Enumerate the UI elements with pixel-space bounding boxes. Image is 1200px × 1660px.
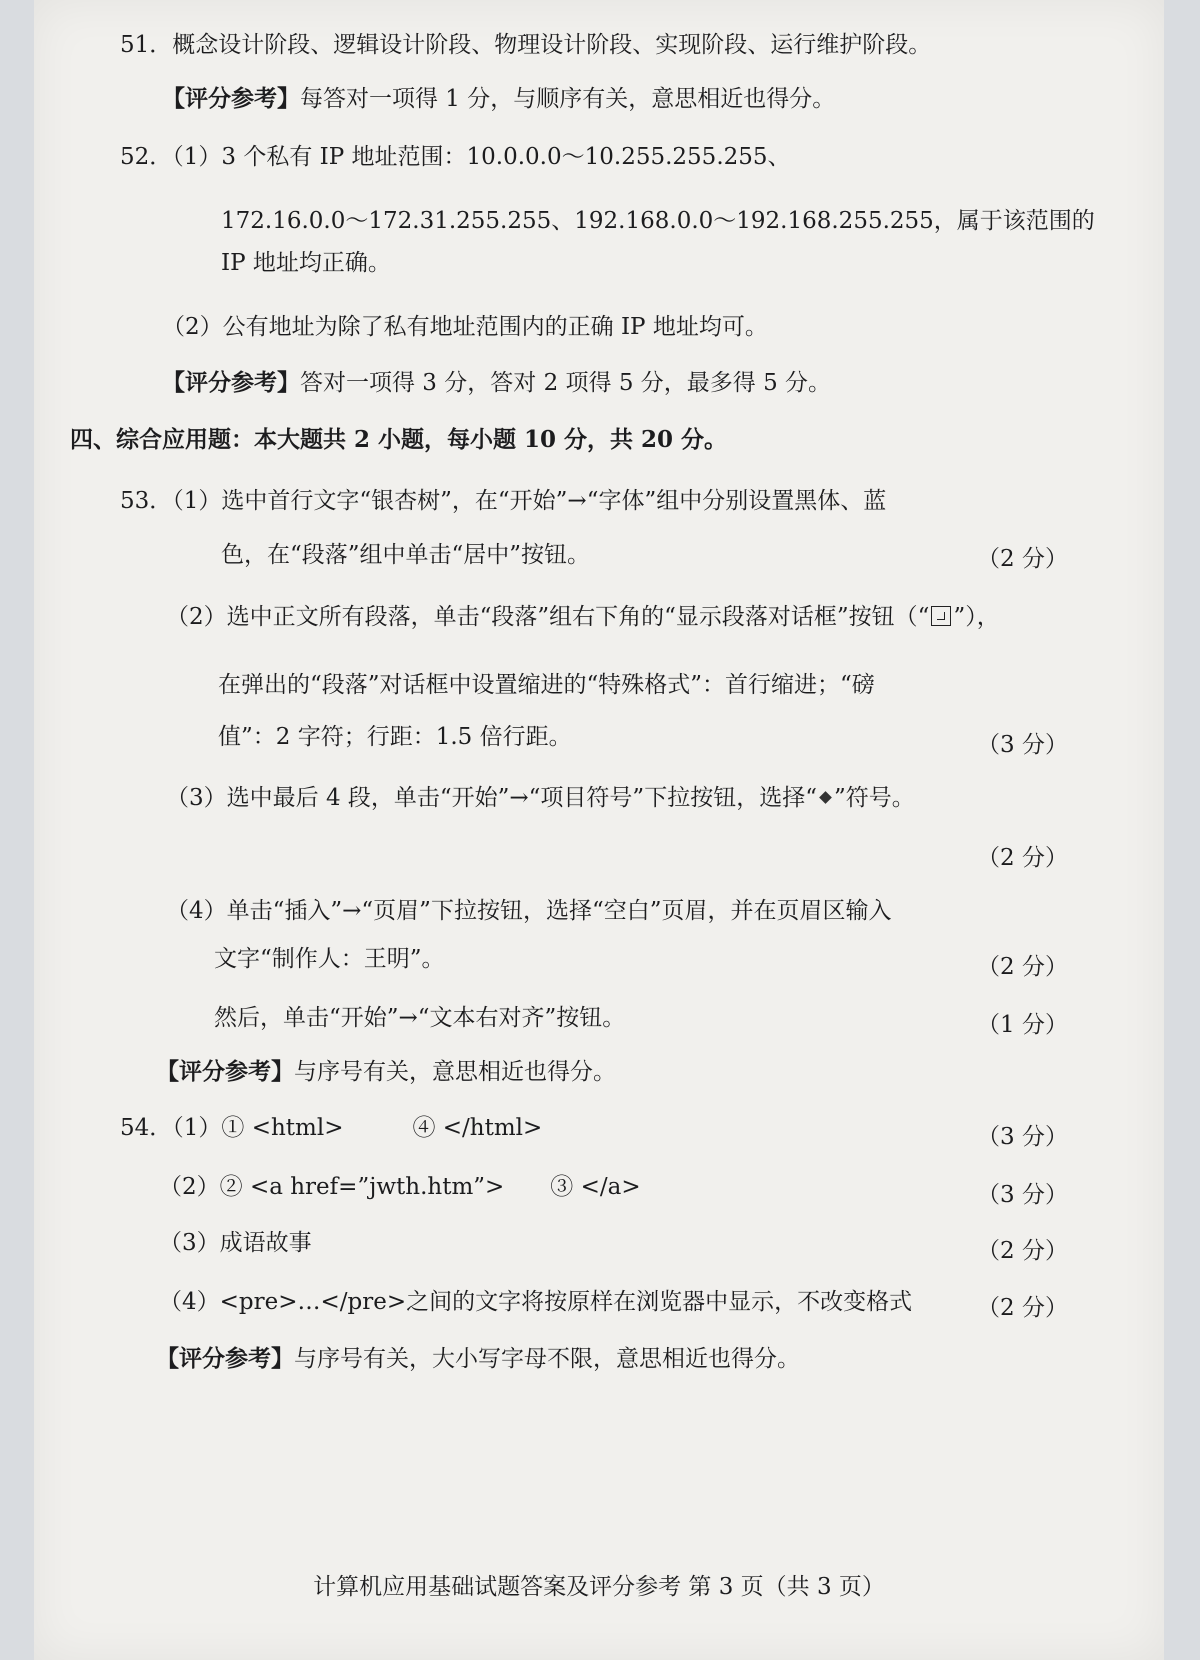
q53-part2-line2: 在弹出的“段落”对话框中设置缩进的“特殊格式”：首行缩进；“磅 bbox=[218, 672, 875, 698]
q53-part4-line2: 文字“制作人：王明”。 bbox=[214, 946, 445, 972]
scoring-reference-text: 每答对一项得 1 分，与顺序有关，意思相近也得分。 bbox=[300, 86, 836, 112]
scoring-reference-text: 答对一项得 3 分，答对 2 项得 5 分，最多得 5 分。 bbox=[300, 370, 832, 396]
section-4-heading: 四、综合应用题：本大题共 2 小题，每小题 10 分，共 20 分。 bbox=[70, 426, 728, 453]
scoring-reference-tag: 【评分参考】 bbox=[162, 369, 300, 396]
q54-part3-points: （2 分） bbox=[977, 1238, 1068, 1264]
q53-part2-line3: 值”：2 字符；行距：1.5 倍行距。 bbox=[218, 724, 572, 750]
q52-part2: （2）公有地址为除了私有地址范围内的正确 IP 地址均可。 bbox=[162, 314, 768, 340]
q52-part1-line2: 172.16.0.0～172.31.255.255、192.168.0.0～192.168.255.255，属于该范围的 bbox=[221, 208, 1095, 234]
q53-part3-line1 bbox=[166, 783, 915, 813]
dialog-launcher-icon bbox=[931, 606, 951, 626]
q54-scoring-reference bbox=[156, 1344, 800, 1374]
scoring-reference-tag: 【评分参考】 bbox=[162, 85, 300, 112]
q53-part4-points-1: （2 分） bbox=[977, 954, 1068, 980]
q51-answer: 51．概念设计阶段、逻辑设计阶段、物理设计阶段、实现阶段、运行维护阶段。 bbox=[120, 32, 932, 58]
q53-part4-points-2: （1 分） bbox=[977, 1012, 1068, 1038]
q53-part4-line1: （4）单击“插入”→“页眉”下拉按钮，选择“空白”页眉，并在页眉区输入 bbox=[166, 898, 892, 924]
q53-part1-line2: 色，在“段落”组中单击“居中”按钮。 bbox=[221, 542, 591, 568]
q53-part3-line1-end: ”符号。 bbox=[833, 785, 915, 811]
q53-part4-line3: 然后，单击“开始”→“文本右对齐”按钮。 bbox=[214, 1005, 626, 1031]
q54-part2: （2）② <a href=”jwth.htm”> ③ </a> bbox=[159, 1174, 641, 1200]
q53-part2-line1 bbox=[166, 602, 1000, 632]
q53-part1-line1: 53．（1）选中首行文字“银杏树”，在“开始”→“字体”组中分别设置黑体、蓝 bbox=[120, 488, 887, 514]
page-footer: 计算机应用基础试题答案及评分参考 第 3 页（共 3 页） bbox=[313, 1574, 885, 1600]
scoring-reference-text: 与序号有关，意思相近也得分。 bbox=[294, 1059, 616, 1085]
scoring-reference-tag: 【评分参考】 bbox=[156, 1345, 294, 1372]
q53-part2-line1-text: （2）选中正文所有段落，单击“段落”组右下角的“显示段落对话框”按钮（“ bbox=[166, 604, 930, 630]
q54-part4-points: （2 分） bbox=[977, 1295, 1068, 1321]
scoring-reference-tag: 【评分参考】 bbox=[156, 1058, 294, 1085]
q54-part3: （3）成语故事 bbox=[159, 1230, 312, 1256]
q53-part1-points: （2 分） bbox=[977, 546, 1068, 572]
q52-part1-line3: IP 地址均正确。 bbox=[221, 250, 391, 276]
q52-scoring-reference bbox=[162, 368, 831, 398]
q54-part4: （4）<pre>…</pre>之间的文字将按原样在浏览器中显示，不改变格式 bbox=[159, 1289, 913, 1315]
answer-sheet-page bbox=[34, 0, 1164, 1660]
q53-part2-points: （3 分） bbox=[977, 732, 1068, 758]
scoring-reference-text: 与序号有关，大小写字母不限，意思相近也得分。 bbox=[294, 1346, 800, 1372]
q54-part1-points: （3 分） bbox=[977, 1124, 1068, 1150]
diamond-bullet-icon bbox=[819, 791, 832, 804]
q53-part2-line1-end: ”）， bbox=[953, 604, 1000, 630]
q51-scoring-reference bbox=[162, 84, 835, 114]
q53-scoring-reference bbox=[156, 1057, 616, 1087]
q53-part3-line1-text: （3）选中最后 4 段，单击“开始”→“项目符号”下拉按钮，选择“ bbox=[166, 785, 817, 811]
q53-part3-points: （2 分） bbox=[977, 845, 1068, 871]
q52-part1-line1: 52．（1）3 个私有 IP 地址范围：10.0.0.0～10.255.255.255、 bbox=[120, 144, 791, 170]
q54-part1: 54．（1）① <html> ④ </html> bbox=[120, 1115, 543, 1141]
q54-part2-points: （3 分） bbox=[977, 1182, 1068, 1208]
